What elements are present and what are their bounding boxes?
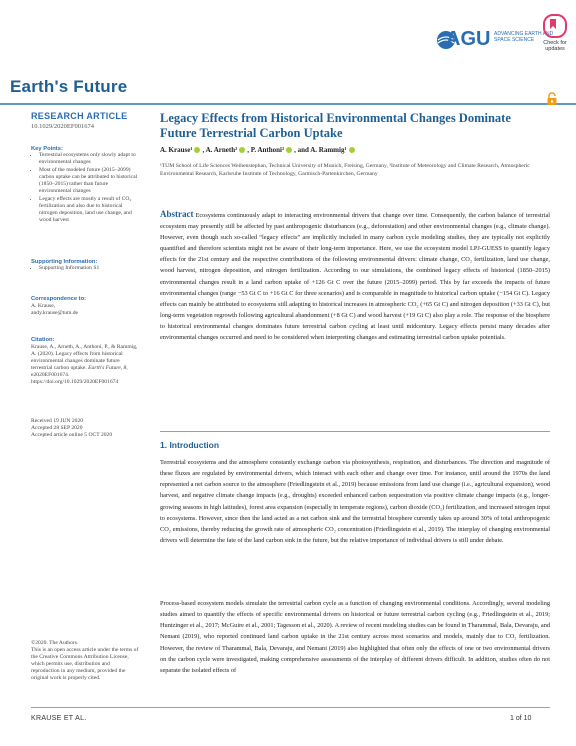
- key-points-block: [31, 146, 139, 225]
- author-list: A. Krause¹ , A. Arneth² , P. Anthoni² , and A. Rammig¹: [160, 146, 550, 154]
- header-divider: [0, 103, 576, 105]
- correspondence-email[interactable]: andy.krause@tum.de: [31, 310, 79, 316]
- abstract-text: Ecosystems continuously adapt to interacting environmental drivers that change over time. Consequently, the carbon balance of terrestrial ecosystem may presently still be affected by past anthropogenic disturbances (e.g., deforestation) and other environmental changes (e.g., climate change). However, even though such so-called “legacy effects” are implicitly included in many carbon cycle modeling studies, they are typically not explicitly quantified and therefore scientists might not be aware of their long-term importance. Here, we use the ecosystem model LPJ-GUESS to quantify legacy effects for the 21st century and the respective contributions of the following environmental drivers: climate change, CO₂ fertilization, land use change, wood harvest, nitrogen deposition, and nitrogen fertilization. According to our simulations, the combined legacy effects of historical (1850–2015) environmental changes result in a land carbon uptake of +126 Gt C over the future (2015–2099) period. This by far exceeds the impacts of future environmental changes (range −53 Gt C to +16 Gt C for three scenarios) and is comparable in magnitude to historical carbon uptake (−154 Gt C). Legacy effects can mainly be attributed to ecosystems still adapting to historical increases in atmospheric CO₂ (+65 Gt C) and nitrogen deposition (+33 Gt C), but long-term vegetation regrowth following agricultural abandonment (+8 Gt C) and wood harvest (+19 Gt C) also play a role. The response of the biosphere to historical environmental changes dominates future terrestrial carbon cycling at least until midcentury. Legacy effects persist many decades after environmental changes occurred and need to be considered when interpreting changes and estimating terrestrial carbon uptake potentials.: [160, 212, 550, 342]
- citation-text: Krause, A., Arneth, A., Anthoni, P., & Rammig, A. (2020). Legacy effects from historical environmental changes dominate future terrestrial carbon uptake.: [31, 344, 138, 371]
- key-points-heading: Key Points:: [31, 146, 63, 152]
- page-number: 1 of 10: [510, 715, 532, 722]
- section-heading: 1. Introduction: [160, 440, 220, 450]
- orcid-icon[interactable]: [349, 147, 355, 153]
- doi[interactable]: 10.1029/2020EF001674: [31, 123, 95, 130]
- accepted-date: Accepted 28 SEP 2020: [31, 425, 83, 431]
- correspondence-heading: Correspondence to:: [31, 296, 87, 302]
- check-updates-icon: [543, 14, 567, 38]
- online-date: Accepted article online 5 OCT 2020: [31, 432, 113, 438]
- citation-ref[interactable]: e2020EF001674. https://doi.org/10.1029/2020EF001674: [31, 372, 119, 385]
- key-point: • Terrestrial ecosystems only slowly adapt to environmental changes: [39, 152, 139, 166]
- citation-heading: Citation:: [31, 337, 55, 343]
- dates-block: [31, 418, 139, 439]
- citation-journal: Earth's Future, 8,: [88, 365, 128, 371]
- paragraph: Terrestrial ecosystems and the atmosphere constantly exchange carbon via photosynthesis, respiration, and disturbances. The direction and magnitude of these fluxes are regulated by environmental drivers, which interact with each other and change over time. For instance, until around the 1970s the land represented a net carbon source to the atmosphere (Friedlingstein et al., 2019) because emissions from land use change (i.e., agricultural expansion), wood harvest, and negative climate change impacts (e.g., droughts) exceeded enhanced carbon sequestration via positive climate change impacts (e.g., longer-growing seasons in high latitudes), forest area expansion (especially in temperate regions), carbon dioxide (CO₂) fertilization, and increased nitrogen input to ecosystems. However, since then the land acted as a net carbon sink and the terrestrial biosphere currently takes up around 30% of total anthropogenic CO₂ emissions, thereby reducing the growth rate of atmospheric CO₂ concentration (Friedlingstein et al., 2019). The interplay of changing environmental drivers will determine the fate of the land carbon sink in the future, but the relative importance of individual drivers is still under debate.: [160, 459, 550, 545]
- footer-divider: [31, 707, 550, 708]
- abstract-label: Abstract: [160, 209, 194, 219]
- agu-letters: AGU: [446, 28, 491, 50]
- license-block: [31, 640, 139, 682]
- orcid-icon[interactable]: [286, 147, 292, 153]
- abstract: [160, 209, 550, 343]
- correspondence-block: [31, 296, 139, 317]
- orcid-icon[interactable]: [239, 147, 245, 153]
- article-title: Legacy Effects from Historical Environmental Changes Dominate Future Terrestrial Carbon Uptake: [160, 111, 511, 140]
- paragraph: Process-based ecosystem models simulate the terrestrial carbon cycle as a function of changing environmental conditions. Accordingly, several modeling studies aimed to quantify the effects of specific environmental drivers on historical or future terrestrial carbon cycling (e.g., Friedlingstein et al., 2019; Huntzinger et al., 2017; McGuire et al., 2001; Tagesson et al., 2020). A review of recent modeling studies can be found in Tharammal, Bala, Devaraju, and Nemani (2019), who reported continued land carbon uptake in the 21st century across most scenarios and models, mainly due to CO₂ fertilization. However, the review of Tharammal, Bala, Devaraju, and Nemani (2019) also highlighted that often only the effects of one or two environmental drivers on the carbon cycle were investigated, making comprehensive assessments of the interplay of different drivers difficult. In addition, studies often do not separate the isolated effects of: [160, 600, 550, 674]
- article-type: RESEARCH ARTICLE: [31, 111, 128, 121]
- section-divider: [160, 431, 550, 432]
- key-point: • Most of the modeled future (2015–2099) carbon uptake can be attributed to historical (1850–2015) rather than future environmental changes: [39, 167, 139, 195]
- author-name: A. Krause¹: [160, 146, 193, 154]
- received-date: Received 19 JUN 2020: [31, 418, 84, 424]
- correspondence-name: A. Krause,: [31, 303, 56, 309]
- copyright: ©2020. The Authors.: [31, 640, 79, 646]
- author-name: and A. Rammig¹: [297, 146, 347, 154]
- key-point: • Legacy effects are mostly a result of CO₂ fertilization and also due to historical nitrogen deposition, land use change, and wood harvest: [39, 196, 139, 224]
- supporting-heading: Supporting Information:: [31, 259, 98, 265]
- key-points-list: [31, 152, 139, 224]
- affiliations: ¹TUM School of Life Sciences Weihenstephan, Technical University of Munich, Freising, Germany, ²Institute of Meteorology and Climate Research, Atmospheric Environmental Research, Karlsruhe Institute of Technology, Garmisch-Partenkirchen, Germany: [160, 163, 530, 177]
- supporting-item[interactable]: • Supporting Information S1: [39, 265, 139, 272]
- license-text[interactable]: This is an open access article under the terms of the Creative Commons Attribution License, which permits use, distribution and reproduction in any medium, provided the original work is properly cited.: [31, 647, 139, 681]
- journal-title: Earth's Future: [10, 77, 128, 96]
- open-access-lock-icon: [545, 92, 559, 106]
- author-name: A. Arneth²: [205, 146, 238, 154]
- check-updates-label: Check for updates: [543, 40, 567, 52]
- author-name: P. Anthoni²: [250, 146, 285, 154]
- footer-authors: KRAUSE ET AL.: [31, 715, 87, 722]
- supporting-info-block: [31, 259, 139, 273]
- agu-tagline: ADVANCING EARTH AND SPACE SCIENCE: [494, 31, 554, 43]
- citation-block: [31, 337, 139, 386]
- check-for-updates-badge[interactable]: [534, 14, 576, 50]
- orcid-icon[interactable]: [194, 147, 200, 153]
